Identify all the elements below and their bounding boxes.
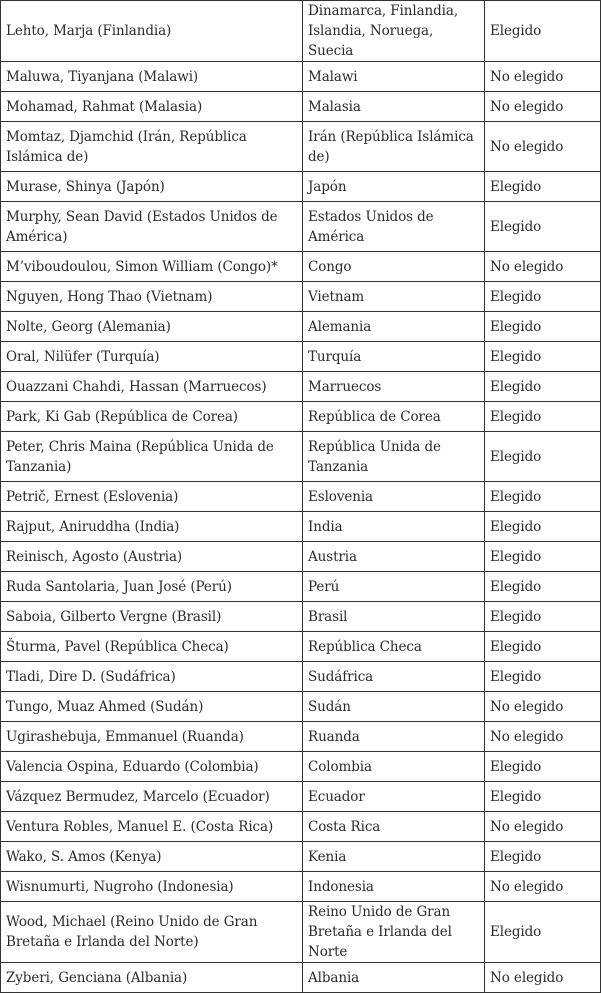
candidate-cell: Murphy, Sean David (Estados Unidos de América)	[1, 202, 303, 252]
result-cell: Elegido	[485, 202, 601, 252]
candidate-cell: Nguyen, Hong Thao (Vietnam)	[1, 282, 303, 312]
nominating-state-cell: Perú	[303, 572, 485, 602]
table-row	[1, 92, 601, 122]
table-row	[1, 662, 601, 692]
nominating-state-cell: Vietnam	[303, 282, 485, 312]
result-cell: Elegido	[485, 282, 601, 312]
table-row	[1, 812, 601, 842]
table-row	[1, 282, 601, 312]
nominating-state-cell: Sudáfrica	[303, 662, 485, 692]
candidate-cell: Šturma, Pavel (República Checa)	[1, 632, 303, 662]
result-cell: Elegido	[485, 572, 601, 602]
table-row	[1, 632, 601, 662]
candidate-cell: Peter, Chris Maina (República Unida de Tanzania)	[1, 432, 303, 482]
candidate-cell: Ouazzani Chahdi, Hassan (Marruecos)	[1, 372, 303, 402]
nominating-state-cell: Sudán	[303, 692, 485, 722]
table-row	[1, 172, 601, 202]
result-cell: No elegido	[485, 252, 601, 282]
result-cell: Elegido	[485, 542, 601, 572]
result-cell: Elegido	[485, 432, 601, 482]
nominating-state-cell: República Unida de Tanzania	[303, 432, 485, 482]
result-cell: No elegido	[485, 963, 601, 993]
candidate-cell: Zyberi, Genciana (Albania)	[1, 963, 303, 993]
result-cell: No elegido	[485, 812, 601, 842]
candidate-cell: Petrič, Ernest (Eslovenia)	[1, 482, 303, 512]
candidate-cell: Mohamad, Rahmat (Malasia)	[1, 92, 303, 122]
nominating-state-cell: República de Corea	[303, 402, 485, 432]
candidate-cell: Maluwa, Tiyanjana (Malawi)	[1, 62, 303, 92]
table-row	[1, 872, 601, 902]
candidate-cell: Vázquez Bermudez, Marcelo (Ecuador)	[1, 782, 303, 812]
result-cell: No elegido	[485, 722, 601, 752]
result-cell: Elegido	[485, 512, 601, 542]
result-cell: Elegido	[485, 782, 601, 812]
result-cell: No elegido	[485, 872, 601, 902]
nominating-state-cell: Malawi	[303, 62, 485, 92]
nominating-state-cell: Colombia	[303, 752, 485, 782]
result-cell: No elegido	[485, 92, 601, 122]
candidate-cell: Ruda Santolaria, Juan José (Perú)	[1, 572, 303, 602]
candidate-cell: Park, Ki Gab (República de Corea)	[1, 402, 303, 432]
result-cell: Elegido	[485, 602, 601, 632]
result-cell: Elegido	[485, 902, 601, 963]
nominating-state-cell: Kenia	[303, 842, 485, 872]
table-row	[1, 842, 601, 872]
table-row	[1, 902, 601, 963]
table-row	[1, 252, 601, 282]
table-row	[1, 512, 601, 542]
result-cell: Elegido	[485, 1, 601, 62]
result-cell: Elegido	[485, 372, 601, 402]
candidate-cell: Wood, Michael (Reino Unido de Gran Bretaña e Irlanda del Norte)	[1, 902, 303, 963]
nominating-state-cell: Japón	[303, 172, 485, 202]
result-cell: No elegido	[485, 62, 601, 92]
candidate-cell: Oral, Nilüfer (Turquía)	[1, 342, 303, 372]
candidate-cell: Murase, Shinya (Japón)	[1, 172, 303, 202]
nominating-state-cell: Ruanda	[303, 722, 485, 752]
candidate-cell: Saboia, Gilberto Vergne (Brasil)	[1, 602, 303, 632]
nominating-state-cell: India	[303, 512, 485, 542]
result-cell: Elegido	[485, 312, 601, 342]
candidate-cell: Tladi, Dire D. (Sudáfrica)	[1, 662, 303, 692]
nominating-state-cell: Turquía	[303, 342, 485, 372]
nominating-state-cell: Eslovenia	[303, 482, 485, 512]
candidate-cell: Tungo, Muaz Ahmed (Sudán)	[1, 692, 303, 722]
table-row	[1, 62, 601, 92]
candidate-cell: Wisnumurti, Nugroho (Indonesia)	[1, 872, 303, 902]
nominating-state-cell: Austria	[303, 542, 485, 572]
table-row	[1, 572, 601, 602]
nominating-state-cell: Ecuador	[303, 782, 485, 812]
table-row	[1, 692, 601, 722]
candidate-cell: Ugirashebuja, Emmanuel (Ruanda)	[1, 722, 303, 752]
table-row	[1, 752, 601, 782]
candidate-cell: Lehto, Marja (Finlandia)	[1, 1, 303, 62]
table-row	[1, 1, 601, 62]
candidate-cell: M’viboudoulou, Simon William (Congo)*	[1, 252, 303, 282]
nominating-state-cell: Albania	[303, 963, 485, 993]
candidate-cell: Wako, S. Amos (Kenya)	[1, 842, 303, 872]
table-row	[1, 122, 601, 172]
nominating-state-cell: República Checa	[303, 632, 485, 662]
table-row	[1, 782, 601, 812]
result-cell: Elegido	[485, 632, 601, 662]
nominating-state-cell: Estados Unidos de América	[303, 202, 485, 252]
result-cell: Elegido	[485, 172, 601, 202]
table-row	[1, 542, 601, 572]
result-cell: Elegido	[485, 662, 601, 692]
table-row	[1, 202, 601, 252]
nominating-state-cell: Reino Unido de Gran Bretaña e Irlanda del Norte	[303, 902, 485, 963]
nominating-state-cell: Marruecos	[303, 372, 485, 402]
result-cell: No elegido	[485, 122, 601, 172]
result-cell: Elegido	[485, 402, 601, 432]
candidate-cell: Nolte, Georg (Alemania)	[1, 312, 303, 342]
nominating-state-cell: Alemania	[303, 312, 485, 342]
candidate-cell: Reinisch, Agosto (Austria)	[1, 542, 303, 572]
candidate-cell: Valencia Ospina, Eduardo (Colombia)	[1, 752, 303, 782]
nominating-state-cell: Indonesia	[303, 872, 485, 902]
candidate-cell: Momtaz, Djamchid (Irán, República Islámica de)	[1, 122, 303, 172]
table-row	[1, 372, 601, 402]
result-cell: Elegido	[485, 342, 601, 372]
table-row	[1, 312, 601, 342]
nominating-state-cell: Congo	[303, 252, 485, 282]
nominating-state-cell: Dinamarca, Finlandia, Islandia, Noruega, Suecia	[303, 1, 485, 62]
table-row	[1, 402, 601, 432]
table-row	[1, 602, 601, 632]
result-cell: Elegido	[485, 482, 601, 512]
table-row	[1, 482, 601, 512]
nominating-state-cell: Irán (República Islámica de)	[303, 122, 485, 172]
result-cell: No elegido	[485, 692, 601, 722]
table-row	[1, 432, 601, 482]
result-cell: Elegido	[485, 752, 601, 782]
table-row	[1, 342, 601, 372]
candidate-cell: Rajput, Aniruddha (India)	[1, 512, 303, 542]
result-cell: Elegido	[485, 842, 601, 872]
table-row	[1, 722, 601, 752]
nominating-state-cell: Malasia	[303, 92, 485, 122]
nominating-state-cell: Costa Rica	[303, 812, 485, 842]
nominating-state-cell: Brasil	[303, 602, 485, 632]
candidate-cell: Ventura Robles, Manuel E. (Costa Rica)	[1, 812, 303, 842]
